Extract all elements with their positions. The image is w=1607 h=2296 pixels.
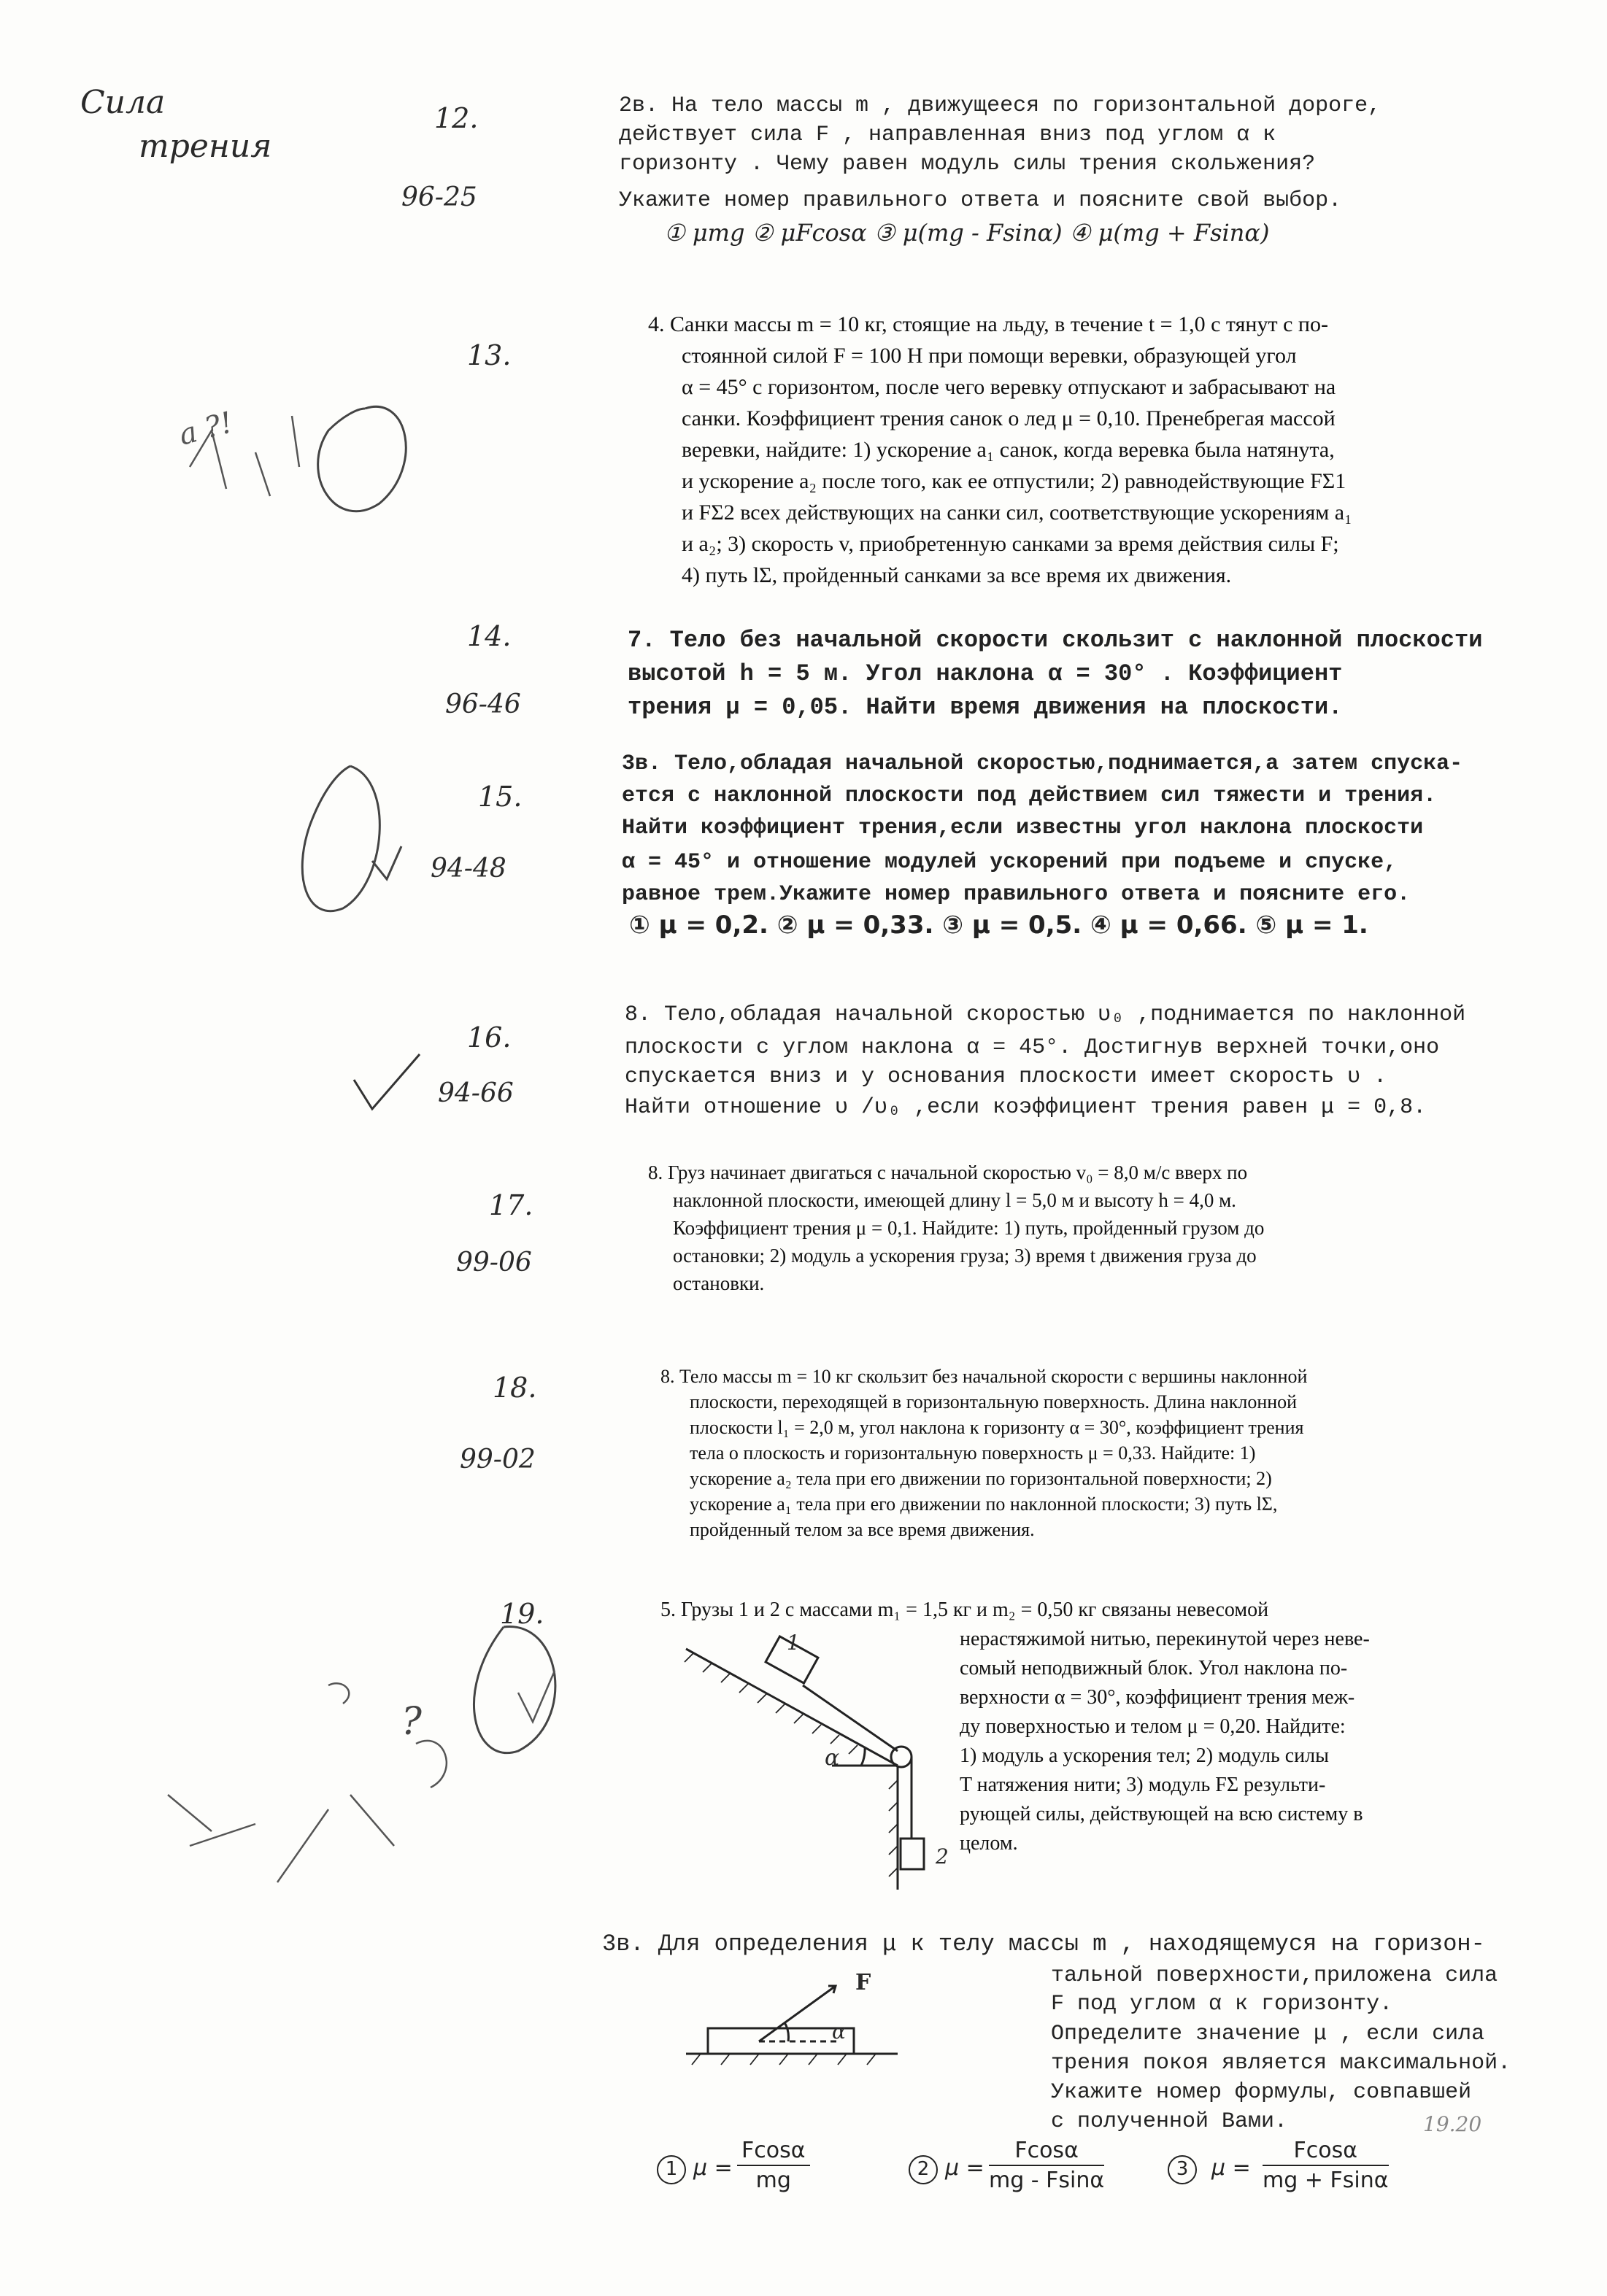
problem-line: T натяжения нити; 3) модуль FΣ результи- bbox=[960, 1774, 1326, 1796]
margin-scribble: ? bbox=[401, 1700, 422, 1744]
problem-line: ускорение a₂ тела при его движении по горизонтальной поверхности; 2) bbox=[690, 1468, 1272, 1489]
handwritten-scribble bbox=[168, 350, 460, 540]
problem-code: 96-46 bbox=[445, 689, 521, 719]
problem-code: 99-06 bbox=[456, 1248, 532, 1278]
problem-code: 96-25 bbox=[401, 182, 477, 212]
problem-line: рующей силы, действующей на всю систему в bbox=[960, 1803, 1363, 1825]
problem-line: 8. Тело,обладая начальной скоростью υ₀ ,поднимается по наклонной bbox=[625, 1002, 1466, 1027]
problem-line: плоскости с углом наклона α = 45°. Достигнув верхней точки,оно bbox=[625, 1035, 1440, 1060]
problem-line: Укажите номер формулы, совпавшей bbox=[1051, 2080, 1472, 2105]
problem-code: 99-02 bbox=[460, 1445, 536, 1474]
problem-line: и FΣ2 всех действующих на санки сил, соответствующие ускорениям a₁ bbox=[682, 500, 1352, 525]
problem-line: ется с наклонной плоскости под действием сил тяжести и трения. bbox=[622, 784, 1437, 808]
problem-line: с полученной Вами. bbox=[1051, 2109, 1288, 2134]
problem-line: Найти коэффициент трения,если известны угол наклона плоскости bbox=[622, 816, 1424, 840]
handwritten-scribble bbox=[277, 751, 423, 927]
problem-line: тальной поверхности,приложена сила bbox=[1051, 1963, 1498, 1988]
problem-line: веревки, найдите: 1) ускорение a₁ санок, когда веревка была натянута, bbox=[682, 438, 1335, 462]
problem-line: горизонту . Чему равен модуль силы трения скольжения? bbox=[619, 152, 1316, 177]
problem-line: пройденный телом за все время движения. bbox=[690, 1519, 1035, 1540]
problem-line: целом. bbox=[960, 1832, 1018, 1855]
problem-line: Определите значение μ , если сила bbox=[1051, 2022, 1485, 2046]
figure-label-angle: α bbox=[825, 1745, 840, 1771]
problem-line: F под углом α к горизонту. bbox=[1051, 1992, 1393, 2017]
problem-line: ускорение a₁ тела при его движении по наклонной плоскости; 3) путь lΣ, bbox=[690, 1493, 1278, 1515]
problem-code: 94-66 bbox=[438, 1078, 514, 1108]
problem-line: Укажите номер правильного ответа и поясните свой выбор. bbox=[619, 188, 1342, 213]
problem-number: 17. bbox=[489, 1189, 533, 1221]
problem-line: сомый неподвижный блок. Угол наклона по- bbox=[960, 1657, 1348, 1680]
problem-code: 94-48 bbox=[431, 854, 506, 884]
incline-pulley-diagram bbox=[679, 1627, 956, 1904]
problem-line: санки. Коэффициент трения санок о лед μ = 0,10. Пренебрегая массой bbox=[682, 406, 1336, 430]
problem-line: ду поверхностью и телом μ = 0,20. Найдите: bbox=[960, 1715, 1346, 1738]
problem-line: Коэффициент трения μ = 0,1. Найдите: 1) путь, пройденный грузом до bbox=[673, 1217, 1265, 1239]
problem-number: 13. bbox=[467, 339, 512, 371]
formula-denominator: mg bbox=[755, 2168, 791, 2193]
problem-line: α = 45° с горизонтом, после чего веревку отпускают и забрасывают на bbox=[682, 375, 1336, 399]
checkmark-icon bbox=[350, 1051, 423, 1116]
problem-line: 5. Грузы 1 и 2 с массами m₁ = 1,5 кг и m₂ = 0,50 кг связаны невесомой bbox=[660, 1599, 1269, 1621]
problem-line: α = 45° и отношение модулей ускорений при подъеме и спуске, bbox=[622, 850, 1398, 875]
figure-label-force: F bbox=[855, 1970, 871, 1995]
problem-line: 1) модуль a ускорения тел; 2) модуль силы bbox=[960, 1744, 1329, 1767]
option-number: 1 bbox=[657, 2155, 686, 2184]
problem-line: высотой h = 5 м. Угол наклона α = 30° . Коэффициент bbox=[628, 660, 1343, 687]
problem-line: 3в. Тело,обладая начальной скоростью,поднимается,а затем спуска- bbox=[622, 751, 1463, 776]
option-number: 2 bbox=[909, 2155, 938, 2184]
problem-line: плоскости l₁ = 2,0 м, угол наклона к горизонту α = 30°, коэффициент трения bbox=[690, 1417, 1304, 1438]
option-number: 3 bbox=[1168, 2155, 1197, 2184]
figure-label-block1: 1 bbox=[787, 1631, 800, 1655]
margin-topic-line1: Сила bbox=[80, 84, 166, 121]
problem-number: 19. bbox=[500, 1598, 544, 1630]
figure-label-angle: α bbox=[832, 2019, 846, 2044]
problem-line: 7. Тело без начальной скорости скользит с наклонной плоскости bbox=[628, 627, 1483, 654]
problem-line: остановки; 2) модуль a ускорения груза; 3) время t движения груза до bbox=[673, 1245, 1257, 1267]
problem-line: равное трем.Укажите номер правильного ответа и поясните его. bbox=[622, 882, 1411, 907]
problem-number: 15. bbox=[478, 781, 523, 813]
problem-line: и ускорение a₂ после того, как ее отпустили; 2) равнодействующие FΣ1 bbox=[682, 469, 1346, 493]
problem-line: и a₂; 3) скорость v, приобретенную санками за время действия силы F; bbox=[682, 532, 1339, 556]
problem-line: 4. Санки массы m = 10 кг, стоящие на льду, в течение t = 1,0 с тянут с по- bbox=[648, 312, 1328, 336]
problem-line: остановки. bbox=[673, 1272, 765, 1294]
problem-line: 8. Тело массы m = 10 кг скользит без начальной скорости с вершины наклонной bbox=[660, 1366, 1308, 1387]
handwritten-scribble bbox=[109, 1605, 584, 1912]
figure-label-block2: 2 bbox=[936, 1844, 949, 1868]
problem-line: трения μ = 0,05. Найти время движения на плоскости. bbox=[628, 694, 1343, 721]
problem-number: 16. bbox=[467, 1021, 512, 1054]
handwritten-note: 19.20 bbox=[1423, 2112, 1482, 2136]
problem-line: 8. Груз начинает двигаться с начальной скоростью v₀ = 8,0 м/с вверх по bbox=[648, 1161, 1248, 1183]
formula-numerator: Fcosα bbox=[989, 2138, 1104, 2166]
formula-denominator: mg - Fsinα bbox=[989, 2168, 1105, 2193]
problem-line: стоянной силой F = 100 Н при помощи веревки, образующей угол bbox=[682, 344, 1297, 368]
formula-numerator: Fcosα bbox=[1263, 2138, 1389, 2166]
problem-number: 14. bbox=[467, 620, 512, 652]
formula-denominator: mg + Fsinα bbox=[1263, 2168, 1389, 2193]
problem-line: тела о плоскость и горизонтальную поверхность μ = 0,33. Найдите: 1) bbox=[690, 1442, 1256, 1464]
problem-line: верхности α = 30°, коэффициент трения меж- bbox=[960, 1686, 1355, 1709]
problem-number: 18. bbox=[493, 1372, 537, 1404]
formula-numerator: Fcosα bbox=[737, 2138, 810, 2166]
force-block-diagram bbox=[679, 1970, 920, 2072]
problem-number: 12. bbox=[434, 102, 479, 134]
answer-options: ① μmg ② μFcosα ③ μ(mg - Fsinα) ④ μ(mg + Fsinα) bbox=[664, 219, 1270, 247]
problem-line: трения покоя является максимальной. bbox=[1051, 2051, 1511, 2076]
margin-topic-line2: трения bbox=[139, 128, 272, 165]
answer-options: ① μ = 0,2. ② μ = 0,33. ③ μ = 0,5. ④ μ = 0,66. ⑤ μ = 1. bbox=[629, 911, 1368, 940]
problem-line: действует сила F , направленная вниз под углом α к bbox=[619, 123, 1276, 147]
problem-line: нерастяжимой нитью, перекинутой через неве- bbox=[960, 1628, 1370, 1650]
margin-scribble: a ?! bbox=[175, 406, 236, 452]
problem-line: Найти отношение υ /υ₀ ,если коэффициент трения равен μ = 0,8. bbox=[625, 1095, 1427, 1120]
problem-line: плоскости, переходящей в горизонтальную поверхность. Длина наклонной bbox=[690, 1391, 1298, 1412]
problem-line: наклонной плоскости, имеющей длину l = 5,0 м и высоту h = 4,0 м. bbox=[673, 1189, 1236, 1211]
problem-line: 4) путь lΣ, пройденный санками за все время их движения. bbox=[682, 563, 1232, 587]
problem-line: спускается вниз и у основания плоскости имеет скорость υ . bbox=[625, 1064, 1387, 1089]
problem-line: 3в. Для определения μ к телу массы m , находящемуся на горизон- bbox=[602, 1930, 1485, 1957]
problem-line: 2в. На тело массы m , движущееся по горизонтальной дороге, bbox=[619, 93, 1381, 118]
